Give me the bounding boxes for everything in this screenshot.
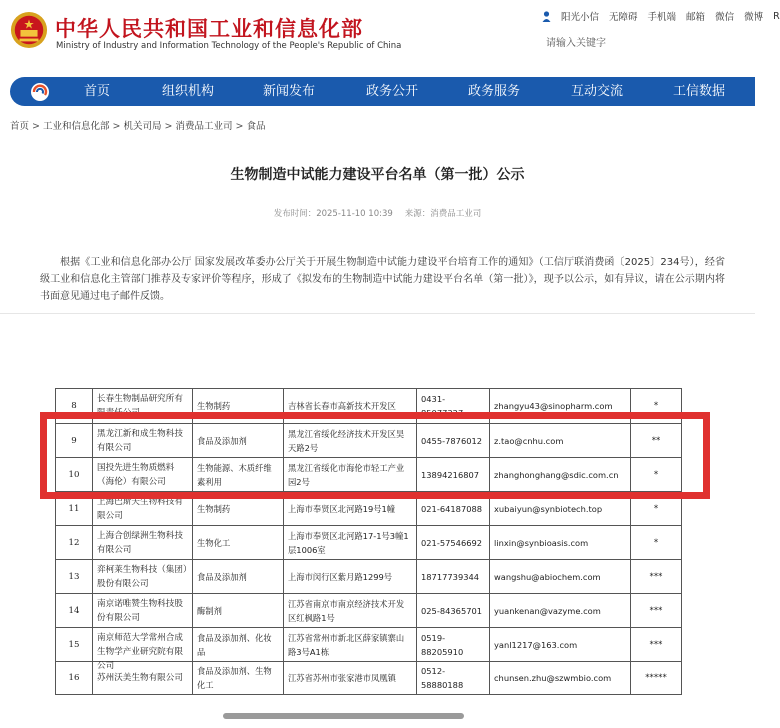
breadcrumb-home[interactable]: 首页 — [10, 121, 30, 132]
article-source: 来源：消费品工业司 — [404, 209, 482, 219]
phone-text: 13894216807 — [421, 469, 480, 480]
cell-row-number — [56, 526, 93, 560]
rating-text: * — [653, 537, 659, 548]
table-row — [56, 560, 682, 594]
category-text: 食品及添加剂、化妆品 — [197, 632, 272, 657]
link-mailbox[interactable]: 邮箱 — [686, 12, 706, 23]
category-text: 生物能源、木质纤维素利用 — [197, 462, 272, 487]
cell-category — [193, 526, 284, 560]
link-weibo[interactable]: 微博 — [744, 12, 764, 23]
phone-text: 0455-7876012 — [421, 435, 483, 446]
cell-phone — [417, 628, 490, 662]
link-mobile[interactable]: 手机端 — [647, 12, 677, 23]
cell-rating — [631, 662, 682, 695]
breadcrumb: 首页 > 工业和信息化部 > 机关司局 > 消费品工业司 > 食品 — [10, 121, 266, 132]
row-number-text: 11 — [68, 503, 80, 514]
rating-text: *** — [649, 571, 663, 582]
category-text: 生物制药 — [197, 401, 231, 411]
rating-text: *** — [649, 639, 663, 650]
scroll-indicator[interactable] — [223, 713, 464, 719]
cell-company-name — [93, 560, 193, 594]
category-text: 食品及添加剂 — [197, 571, 247, 582]
site-subtitle-english: Ministry of Industry and Information Technology of the People's Republic of China — [56, 41, 402, 51]
nav-item-home[interactable]: 首页 — [84, 84, 111, 99]
phone-text: 0431-85077327 — [421, 394, 464, 418]
link-wechat[interactable]: 微信 — [715, 12, 735, 23]
nav-item-organization[interactable]: 组织机构 — [162, 84, 215, 99]
row-number-text: 12 — [68, 537, 80, 548]
top-links-bar — [542, 9, 780, 23]
rating-text: * — [653, 503, 659, 514]
cell-phone — [417, 662, 490, 695]
cell-category — [193, 662, 284, 695]
cell-address — [284, 594, 417, 628]
breadcrumb-food[interactable]: 食品 — [246, 121, 266, 132]
row-number-text: 10 — [68, 469, 80, 480]
row-number-text: 15 — [68, 639, 80, 650]
address-text: 上海市闵行区紫月路1299号 — [288, 571, 393, 582]
cell-rating — [631, 594, 682, 628]
company-name-text: 上海合创绿洲生物科技有限公司 — [97, 530, 183, 555]
divider — [0, 313, 755, 314]
email-text: yanl1217@163.com — [494, 639, 578, 650]
cell-category — [193, 560, 284, 594]
phone-text: 025-84365701 — [421, 605, 483, 616]
cell-company-name — [93, 594, 193, 628]
cell-row-number — [56, 628, 93, 662]
email-text: wangshu@abiochem.com — [494, 571, 601, 582]
cell-address — [284, 526, 417, 560]
cell-company-name — [93, 526, 193, 560]
cell-phone — [417, 560, 490, 594]
search-input[interactable] — [542, 33, 763, 53]
cell-address — [284, 662, 417, 695]
row-number-text: 8 — [71, 401, 77, 411]
cell-rating — [631, 526, 682, 560]
nav-item-news[interactable]: 新闻发布 — [263, 84, 316, 99]
cell-row-number — [56, 594, 93, 628]
rating-text: ** — [651, 435, 661, 446]
cell-email — [490, 594, 631, 628]
address-text: 江苏省常州市新北区薛家镇寨山路3号A1栋 — [288, 632, 405, 657]
cell-row-number — [56, 662, 93, 695]
company-name-text: 国投先进生物质燃料（海伦）有限公司 — [97, 462, 175, 487]
category-text: 生物制药 — [197, 503, 231, 514]
table-row — [56, 628, 682, 662]
company-name-text: 黑龙江新和成生物科技有限公司 — [97, 428, 183, 453]
rating-text: * — [653, 469, 659, 480]
category-text: 生物化工 — [197, 537, 231, 548]
email-text: yuankenan@vazyme.com — [494, 605, 601, 616]
link-accessibility[interactable]: 无障碍 — [609, 12, 638, 23]
category-text: 酶制剂 — [197, 605, 222, 616]
email-text: zhangyu43@sinopharm.com — [494, 401, 613, 411]
cell-category — [193, 628, 284, 662]
cell-phone — [417, 594, 490, 628]
link-r[interactable]: R — [773, 10, 780, 22]
phone-text: 021-64187088 — [421, 503, 483, 514]
email-text: linxin@synbioasis.com — [494, 537, 589, 548]
address-text: 黑龙江省绥化经济技术开发区昊天路2号 — [288, 428, 405, 453]
site-logo-icon[interactable] — [30, 82, 50, 102]
article-body: 根据《工业和信息化部办公厅 国家发展改革委办公厅关于开展生物制造中试能力建设平台培育工作的通知》（工信厅联消费函〔2025〕234号），经省级工业和信息化主管部门推荐及专家评价等程序，形成了《拟发布的生物制造中试能力建设平台名单（第一批）》，现予以公示，如有异议，请在公示期内将书面意见通过电子邮件反馈。 — [40, 257, 725, 302]
category-text: 食品及添加剂 — [197, 435, 247, 446]
table-row — [56, 662, 682, 695]
rating-text: *** — [649, 605, 663, 616]
national-emblem-icon — [10, 11, 48, 49]
highlight-annotation-box — [40, 412, 710, 499]
phone-text: 0519-88205910 — [421, 632, 464, 657]
nav-item-data[interactable]: 工信数据 — [673, 84, 726, 99]
phone-text: 021-57546692 — [421, 537, 483, 548]
row-number-text: 9 — [71, 435, 77, 446]
row-number-text: 16 — [68, 673, 80, 683]
row-number-text: 13 — [68, 571, 80, 582]
link-yangguang[interactable]: 阳光小信 — [561, 12, 600, 23]
address-text: 江苏省苏州市张家港市凤凰镇 — [288, 673, 396, 683]
company-name-text: 长春生物制品研究所有限责任公司 — [97, 394, 183, 418]
address-text: 江苏省南京市南京经济技术开发区红枫路1号 — [288, 598, 405, 623]
breadcrumb-ministry[interactable]: 工业和信息化部 — [42, 121, 110, 132]
breadcrumb-consumer-goods[interactable]: 消费品工业司 — [175, 121, 233, 132]
company-name-text: 南京师范大学常州合成生物学产业研究院有限公司 — [97, 632, 183, 671]
rating-text: ***** — [645, 673, 667, 683]
article-meta — [0, 207, 755, 219]
phone-text: 0512-58880188 — [421, 666, 464, 690]
breadcrumb-departments[interactable]: 机关司局 — [123, 121, 162, 132]
cell-email — [490, 526, 631, 560]
address-text: 上海市奉贤区北河路17-1号3幢1层1006室 — [288, 530, 409, 555]
cell-rating — [631, 560, 682, 594]
cell-row-number — [56, 560, 93, 594]
email-text: chunsen.zhu@szwmbio.com — [494, 673, 612, 683]
article-title: 生物制造中试能力建设平台名单（第一批）公示 — [230, 167, 525, 183]
company-name-text: 南京诺唯赞生物科技股份有限公司 — [97, 598, 183, 623]
address-text: 吉林省长春市高新技术开发区 — [288, 401, 396, 411]
address-text: 黑龙江省绥化市海伦市轻工产业园2号 — [288, 462, 405, 487]
email-text: z.tao@cnhu.com — [494, 435, 564, 446]
rating-text: * — [653, 401, 659, 411]
nav-item-services[interactable]: 政务服务 — [468, 84, 521, 99]
nav-item-public-affairs[interactable]: 政务公开 — [366, 84, 419, 99]
table-row — [56, 526, 682, 560]
cell-email — [490, 628, 631, 662]
cell-email — [490, 560, 631, 594]
email-text: zhanghonghang@sdic.com.cn — [494, 469, 619, 480]
cell-company-name — [93, 628, 193, 671]
cell-category — [193, 594, 284, 628]
site-title[interactable]: 中华人民共和国工业和信息化部 — [55, 17, 363, 41]
address-text: 上海市奉贤区北河路19号1幢 — [288, 503, 396, 514]
user-icon — [542, 11, 551, 22]
company-name-text: 苏州沃美生物有限公司 — [97, 673, 183, 683]
row-number-text: 14 — [68, 605, 80, 616]
email-text: xubaiyun@synbiotech.top — [494, 503, 603, 514]
cell-phone — [417, 526, 490, 560]
nav-item-interaction[interactable]: 互动交流 — [571, 84, 624, 99]
company-name-text: 弈柯莱生物科技（集团）股份有限公司 — [97, 564, 188, 589]
cell-address — [284, 628, 417, 662]
company-name-text: 上海巴斯夫生物科技有限公司 — [97, 496, 183, 521]
publish-time: 发布时间：2025-11-10 10:39 — [273, 209, 393, 219]
cell-email — [490, 662, 631, 695]
category-text: 食品及添加剂、生物化工 — [197, 666, 272, 690]
table-row — [56, 594, 682, 628]
cell-address — [284, 560, 417, 594]
cell-rating — [631, 628, 682, 662]
phone-text: 18717739344 — [421, 571, 480, 582]
